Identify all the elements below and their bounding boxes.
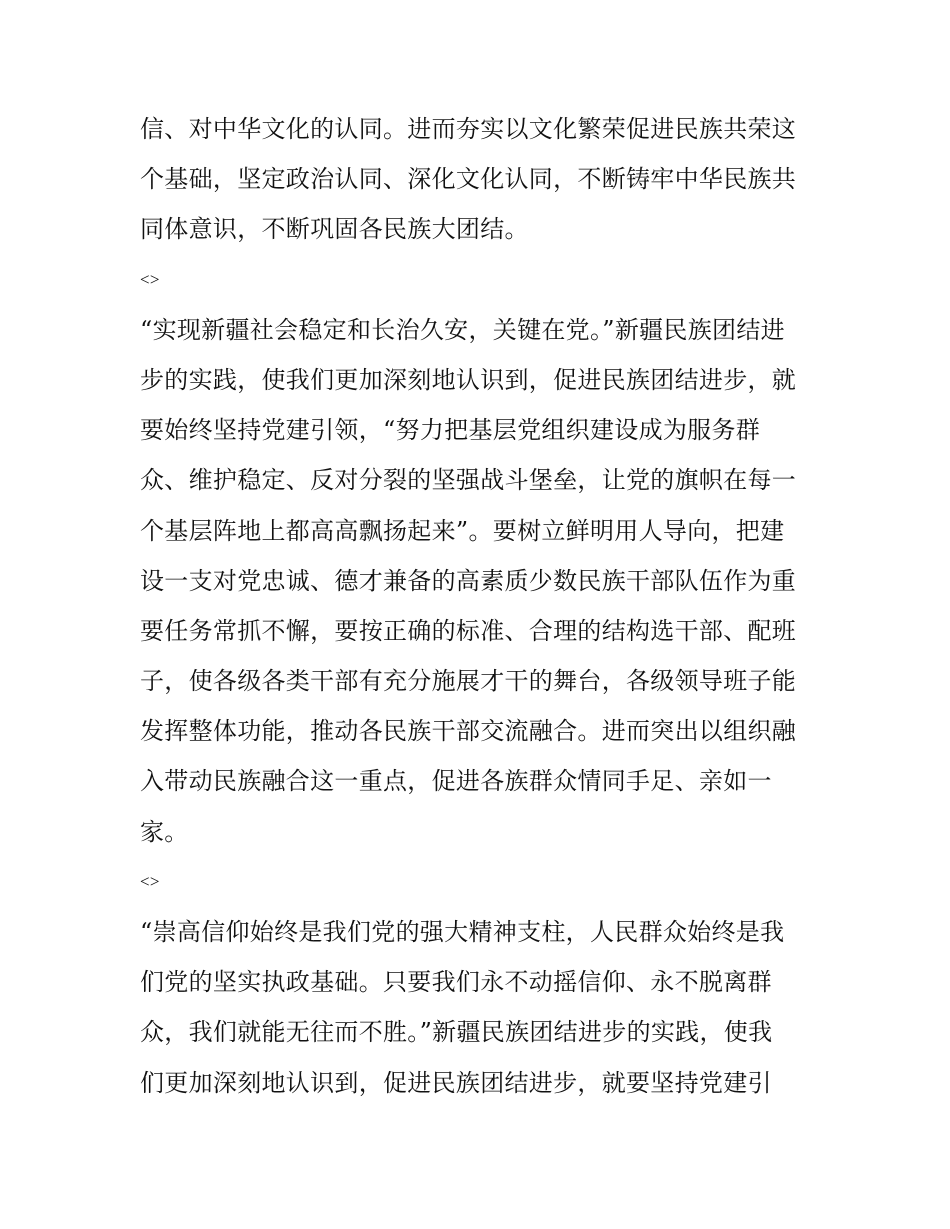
text-line: 同体意识，不断巩固各民族大团结。 (140, 215, 529, 244)
text-line: “崇高信仰始终是我们党的强大精神支柱，人民群众始终是我 (140, 918, 785, 946)
text-line: 众，我们就能无往而不胜。”新疆民族团结进步的实践，使我 (140, 1018, 773, 1047)
text-line: 发挥整体功能，推动各民族干部交流融合。进而突出以组织融 (140, 717, 797, 746)
text-line: 设一支对党忠诚、德才兼备的高素质少数民族干部队伍作为重 (140, 566, 797, 595)
text-line: 众、维护稳定、反对分裂的坚强战斗堡垒，让党的旗帜在每一 (140, 466, 797, 495)
text-line: “实现新疆社会稳定和长治久安，关键在党。”新疆民族团结进 (140, 315, 785, 344)
text-line: 要任务常抓不懈，要按正确的标准、合理的结构选干部、配班 (140, 616, 797, 645)
text-line: 们党的坚实执政基础。只要我们永不动摇信仰、永不脱离群 (140, 968, 772, 997)
text-line: 子，使各级各类干部有充分施展才干的舞台，各级领导班子能 (140, 667, 797, 696)
text-line: 要始终坚持党建引领，“努力把基层党组织建设成为服务群 (140, 416, 761, 445)
section-separator: <> (140, 269, 160, 289)
text-line: 个基础，坚定政治认同、深化文化认同，不断铸牢中华民族共 (140, 165, 797, 194)
text-line: 入带动民族融合这一重点，促进各族群众情同手足、亲如一 (140, 767, 772, 796)
text-line: 信、对中华文化的认同。进而夯实以文化繁荣促进民族共荣这 (140, 115, 797, 143)
document-body (140, 104, 820, 1108)
section-separator: <> (140, 871, 160, 891)
text-line: 们更加深刻地认识到，促进民族团结进步，就要坚持党建引 (140, 1068, 772, 1097)
text-line: 步的实践，使我们更加深刻地认识到，促进民族团结进步，就 (140, 365, 797, 394)
text-line: 个基层阵地上都高高飘扬起来”。要树立鲜明用人导向，把建 (140, 516, 785, 545)
text-line: 家。 (140, 817, 189, 846)
